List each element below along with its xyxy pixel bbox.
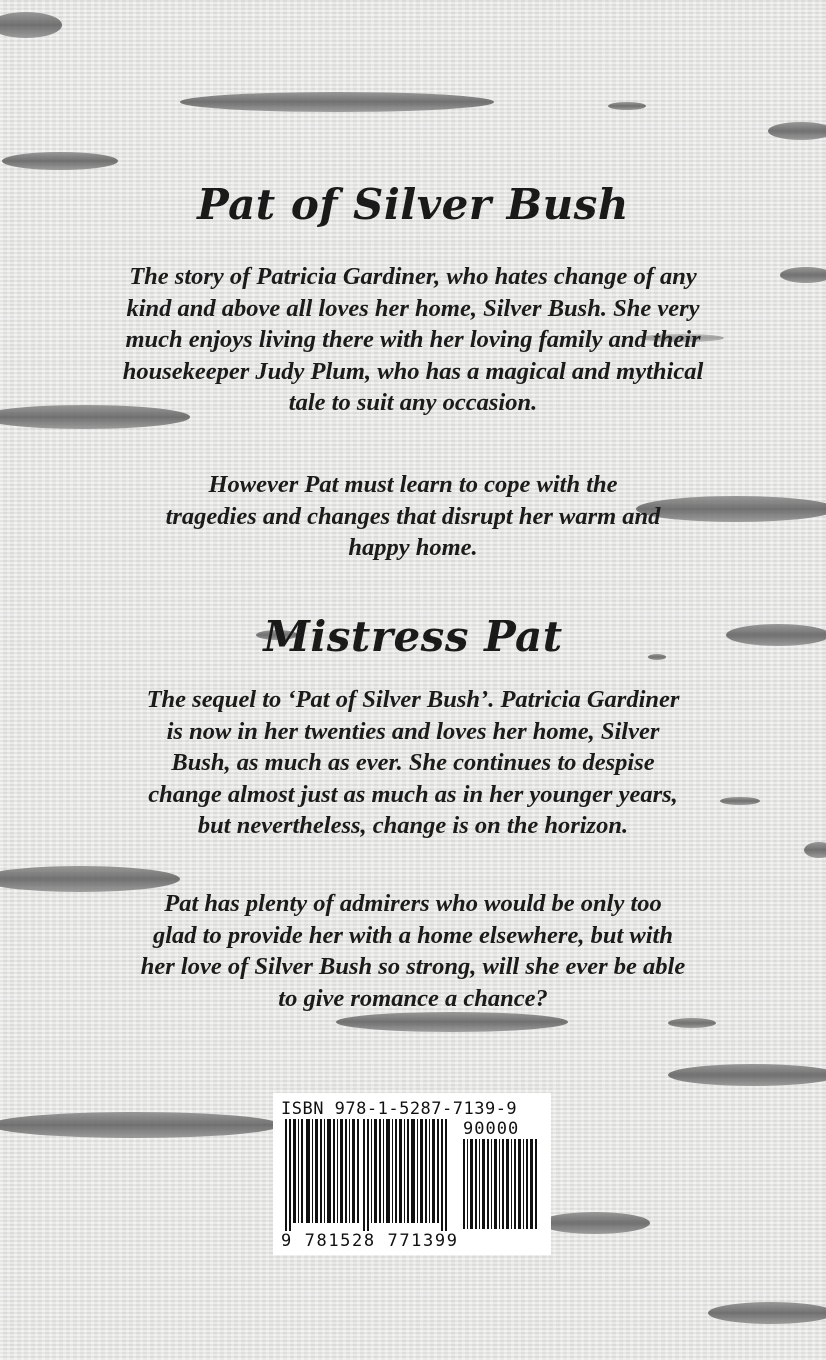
- bark-mark: [708, 1302, 826, 1324]
- bark-mark: [336, 1012, 568, 1032]
- ean-barcode-bars: [281, 1119, 457, 1231]
- isbn-barcode: [273, 1093, 551, 1255]
- bark-mark: [804, 842, 826, 858]
- bark-mark: [608, 102, 646, 110]
- bark-mark: [720, 797, 760, 805]
- book2-paragraph-1: The sequel to ‘Pat of Silver Bush’. Patricia Gardiner is now in her twenties and loves her home, Silver Bush, as much as ever. She continues to despise change almost just as much as in her younger years, but nevertheless, change is on the horizon.: [146, 686, 680, 839]
- bark-mark: [0, 12, 62, 38]
- book1-title: Pat of Silver Bush: [197, 180, 629, 229]
- bark-mark: [768, 122, 826, 140]
- bark-mark: [780, 267, 826, 283]
- addon-digits: 90000: [463, 1119, 520, 1139]
- book1-paragraph-2: However Pat must learn to cope with the tragedies and changes that disrupt her warm and happy home.: [165, 471, 661, 561]
- book2-paragraph-2: Pat has plenty of admirers who would be only too glad to provide her with a home elsewhere, but with her love of Silver Bush so strong, will she ever be able to give romance a chance?: [140, 890, 686, 1012]
- bark-mark: [668, 1018, 716, 1028]
- addon-barcode-bars: [463, 1139, 543, 1229]
- bark-mark: [668, 1064, 826, 1086]
- book1-paragraph-1: The story of Patricia Gardiner, who hates change of any kind and above all loves her home, Silver Bush. She very much enjoys living there with her loving family and their housekeeper Judy Plum, who has a magical and mythical tale to suit any occasion.: [122, 263, 704, 416]
- book2-title: Mistress Pat: [263, 612, 563, 661]
- bark-mark: [2, 152, 118, 170]
- bark-mark: [0, 1112, 280, 1138]
- bark-mark: [180, 92, 494, 112]
- bark-mark: [540, 1212, 650, 1234]
- ean-digits: 9 781528 771399: [281, 1231, 459, 1251]
- isbn-label: ISBN 978-1-5287-7139-9: [281, 1099, 518, 1119]
